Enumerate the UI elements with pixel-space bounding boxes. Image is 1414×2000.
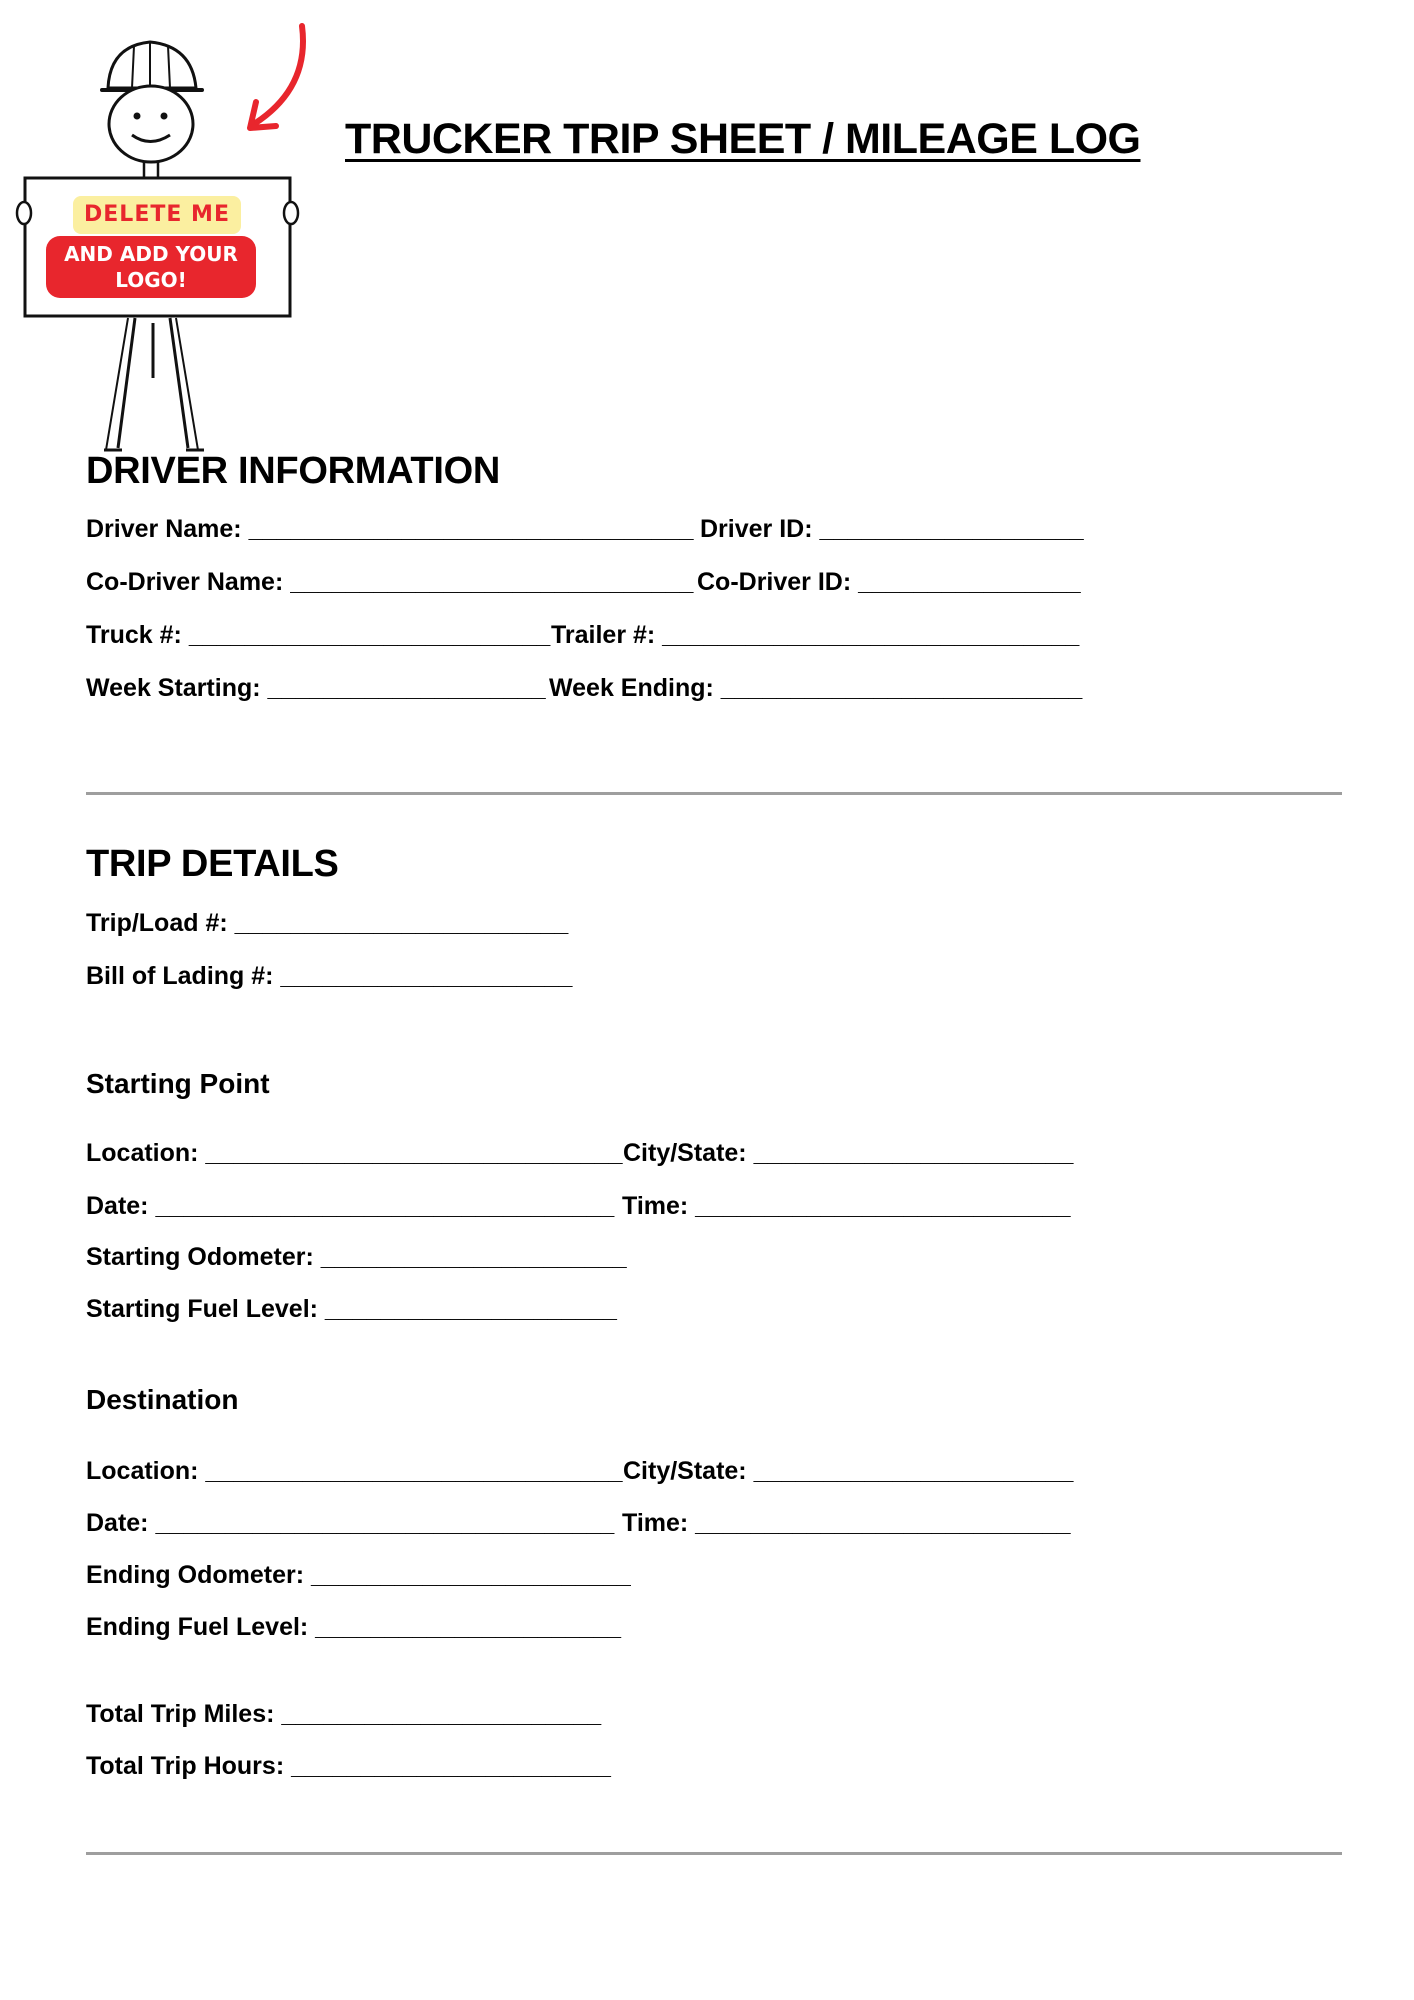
total-trip-hours-field[interactable]: Total Trip Hours: _______________________ [86, 1752, 611, 1780]
bill-of-lading-field[interactable]: Bill of Lading #: _____________________ [86, 962, 573, 990]
trip-details-heading: TRIP DETAILS [86, 843, 339, 885]
starting-point-heading: Starting Point [86, 1068, 270, 1099]
start-date-field[interactable]: Date: _________________________________ [86, 1192, 615, 1220]
dest-date-field[interactable]: Date: _________________________________ [86, 1509, 615, 1537]
destination-heading: Destination [86, 1384, 239, 1415]
ending-odometer-field[interactable]: Ending Odometer: _______________________ [86, 1561, 631, 1589]
starting-fuel-level-field[interactable]: Starting Fuel Level: _____________________ [86, 1295, 617, 1323]
start-time-field[interactable]: Time: ___________________________ [622, 1192, 1071, 1220]
week-starting-field[interactable]: Week Starting: ____________________ [86, 674, 546, 702]
section-divider [86, 792, 1342, 795]
total-trip-miles-field[interactable]: Total Trip Miles: _______________________ [86, 1700, 602, 1728]
start-location-field[interactable]: Location: ______________________________ [86, 1139, 623, 1167]
starting-odometer-field[interactable]: Starting Odometer: ______________________ [86, 1243, 627, 1271]
trip-load-field[interactable]: Trip/Load #: ________________________ [86, 909, 569, 937]
driver-info-heading: DRIVER INFORMATION [86, 450, 500, 492]
co-driver-name-field[interactable]: Co-Driver Name: _____________________________ [86, 568, 694, 596]
logo-placeholder-line2-text: AND ADD YOUR [64, 242, 238, 266]
driver-id-field[interactable]: Driver ID: ___________________ [700, 515, 1084, 543]
truck-number-field[interactable]: Truck #: __________________________ [86, 621, 551, 649]
logo-placeholder-line1: DELETE ME [73, 196, 241, 234]
trailer-number-field[interactable]: Trailer #: ______________________________ [551, 621, 1080, 649]
logo-placeholder-line2 [46, 236, 256, 298]
start-city-state-field[interactable]: City/State: _______________________ [623, 1139, 1074, 1167]
dest-city-state-field[interactable]: City/State: _______________________ [623, 1457, 1074, 1485]
dest-location-field[interactable]: Location: ______________________________ [86, 1457, 623, 1485]
driver-name-field[interactable]: Driver Name: ________________________________ [86, 515, 694, 543]
co-driver-id-field[interactable]: Co-Driver ID: ________________ [697, 568, 1081, 596]
ending-fuel-level-field[interactable]: Ending Fuel Level: ______________________ [86, 1613, 622, 1641]
logo-placeholder-line3-text: LOGO! [115, 268, 187, 292]
page-title: TRUCKER TRIP SHEET / MILEAGE LOG [345, 115, 1141, 163]
week-ending-field[interactable]: Week Ending: __________________________ [549, 674, 1083, 702]
dest-time-field[interactable]: Time: ___________________________ [622, 1509, 1071, 1537]
section-divider-bottom [86, 1852, 1342, 1855]
